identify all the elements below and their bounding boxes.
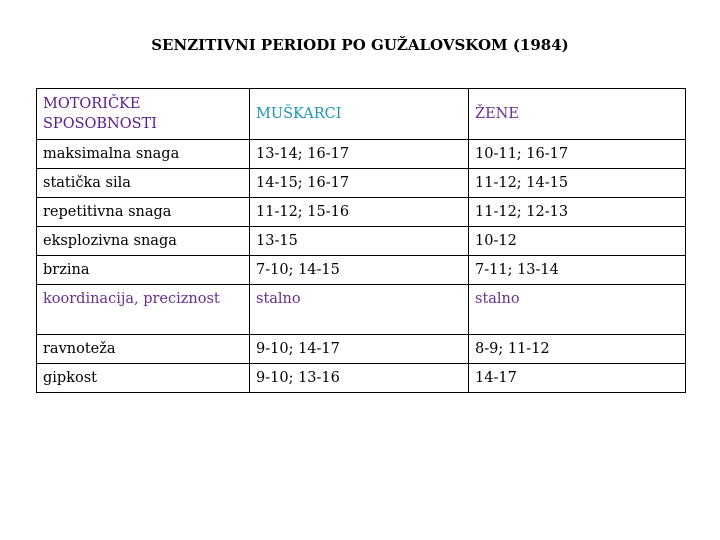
header-men: MUŠKARCI	[250, 89, 469, 140]
ability-cell: statička sila	[37, 169, 250, 198]
ability-cell: koordinacija, preciznost	[37, 285, 250, 335]
table-row	[37, 140, 686, 169]
men-period-cell: 14-15; 16-17	[250, 169, 469, 198]
women-period-cell: 8-9; 11-12	[469, 335, 686, 364]
women-period-cell: 7-11; 13-14	[469, 256, 686, 285]
sensitive-periods-table	[36, 88, 686, 393]
ability-cell: repetitivna snaga	[37, 198, 250, 227]
women-period-cell: 10-11; 16-17	[469, 140, 686, 169]
men-period-cell: 9-10; 13-16	[250, 364, 469, 393]
table-header-row	[37, 89, 686, 140]
men-period-cell: 7-10; 14-15	[250, 256, 469, 285]
women-period-cell: 11-12; 14-15	[469, 169, 686, 198]
header-women: ŽENE	[469, 89, 686, 140]
ability-cell: brzina	[37, 256, 250, 285]
men-period-cell: 13-15	[250, 227, 469, 256]
page-title: SENZITIVNI PERIODI PO GUŽALOVSKOM (1984)	[151, 36, 569, 54]
men-period-cell: 9-10; 14-17	[250, 335, 469, 364]
ability-cell: ravnoteža	[37, 335, 250, 364]
women-period-cell: 11-12; 12-13	[469, 198, 686, 227]
men-period-cell: 13-14; 16-17	[250, 140, 469, 169]
women-period-cell: stalno	[469, 285, 686, 335]
table-row	[37, 198, 686, 227]
men-period-cell: stalno	[250, 285, 469, 335]
table-row	[37, 285, 686, 335]
table-row	[37, 364, 686, 393]
men-period-cell: 11-12; 15-16	[250, 198, 469, 227]
ability-cell: eksplozivna snaga	[37, 227, 250, 256]
table-row	[37, 256, 686, 285]
table-row	[37, 227, 686, 256]
women-period-cell: 14-17	[469, 364, 686, 393]
ability-cell: maksimalna snaga	[37, 140, 250, 169]
ability-cell: gipkost	[37, 364, 250, 393]
table-row	[37, 169, 686, 198]
table-row	[37, 335, 686, 364]
women-period-cell: 10-12	[469, 227, 686, 256]
header-motor-abilities: MOTORIČKE SPOSOBNOSTI	[37, 89, 250, 140]
